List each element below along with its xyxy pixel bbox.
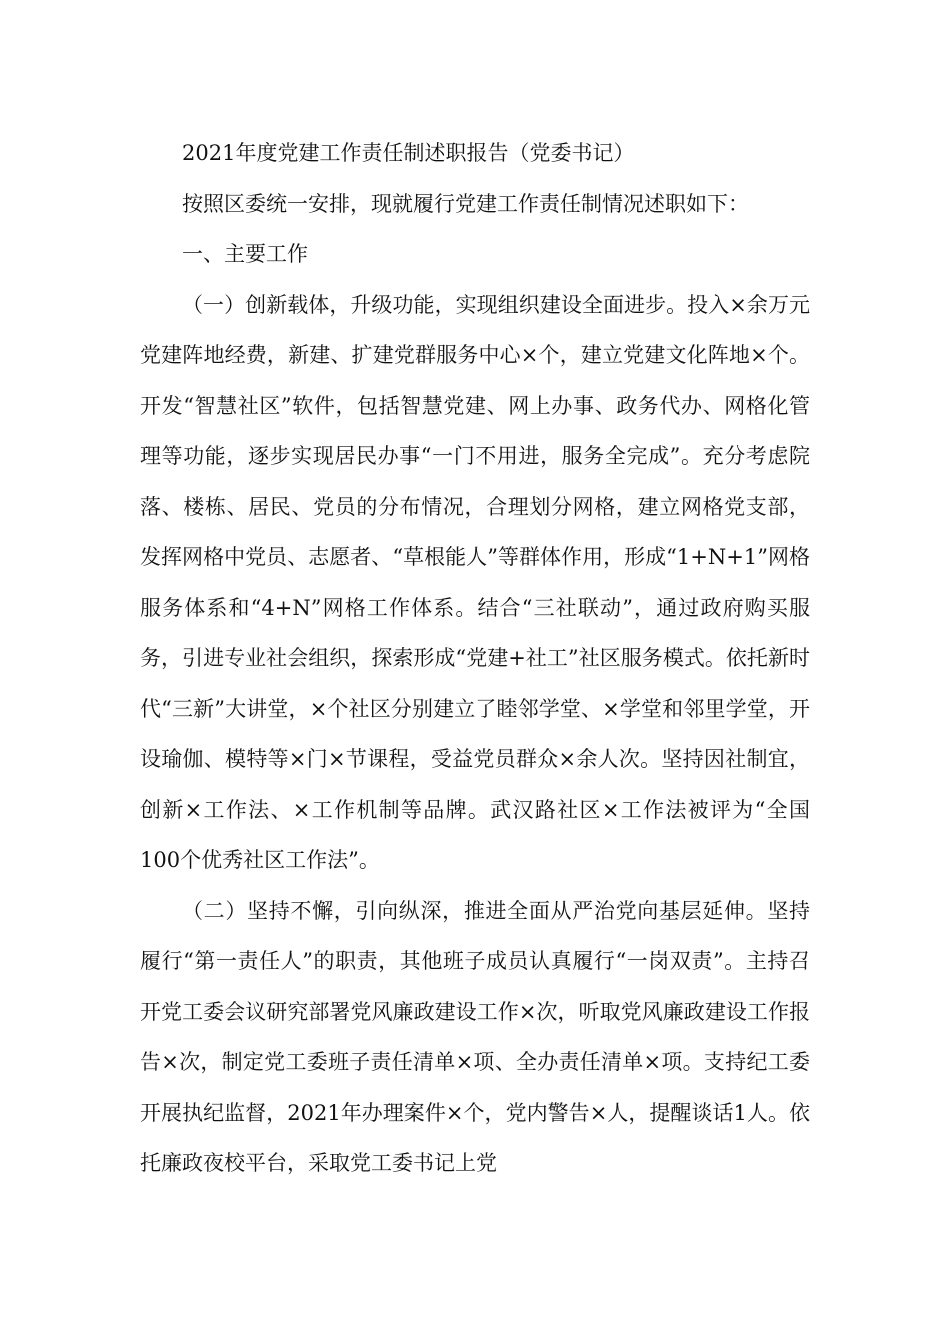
intro-paragraph: 按照区委统一安排，现就履行党建工作责任制情况述职如下： xyxy=(182,191,749,216)
body-paragraph-1: （一）创新载体，升级功能，实现组织建设全面进步。投入×余万元党建阵地经费，新建、扩建党群服务中心×个，建立党建文化阵地×个。开发“智慧社区”软件，包括智慧党建、网上办事、政务代办、网格化管理等功能，逐步实现居民办事“一门不用进，服务全完成”。充分考虑院落、楼栋、居民、党员的分布情况，合理划分网格，建立网格党支部，发挥网格中党员、志愿者、“草根能人”等群体作用，形成“1+N+1”网格服务体系和“4+N”网格工作体系。结合“三社联动”，通过政府购买服务，引进专业社会组织，探索形成“党建+社工”社区服务模式。依托新时代“三新”大讲堂，×个社区分别建立了睦邻学堂、×学堂和邻里学堂，开设瑜伽、模特等×门×节课程，受益党员群众×余人次。坚持因社制宜，创新×工作法、×工作机制等品牌。武汉路社区×工作法被评为“全国100个优秀社区工作法”。 xyxy=(140,292,810,872)
body-paragraph-2: （二）坚持不懈，引向纵深，推进全面从严治党向基层延伸。坚持履行“第一责任人”的职责，其他班子成员认真履行“一岗双责”。主持召开党工委会议研究部署党风廉政建设工作×次，听取党风廉政建设工作报告×次，制定党工委班子责任清单×项、全办责任清单×项。支持纪工委开展执纪监督，2021年办理案件×个，党内警告×人，提醒谈话1人。依托廉政夜校平台，采取党工委书记上党 xyxy=(140,898,810,1175)
section-heading: 一、主要工作 xyxy=(182,242,308,266)
document-body xyxy=(140,128,810,1189)
document-title: 2021年度党建工作责任制述职报告（党委书记） xyxy=(182,141,635,165)
